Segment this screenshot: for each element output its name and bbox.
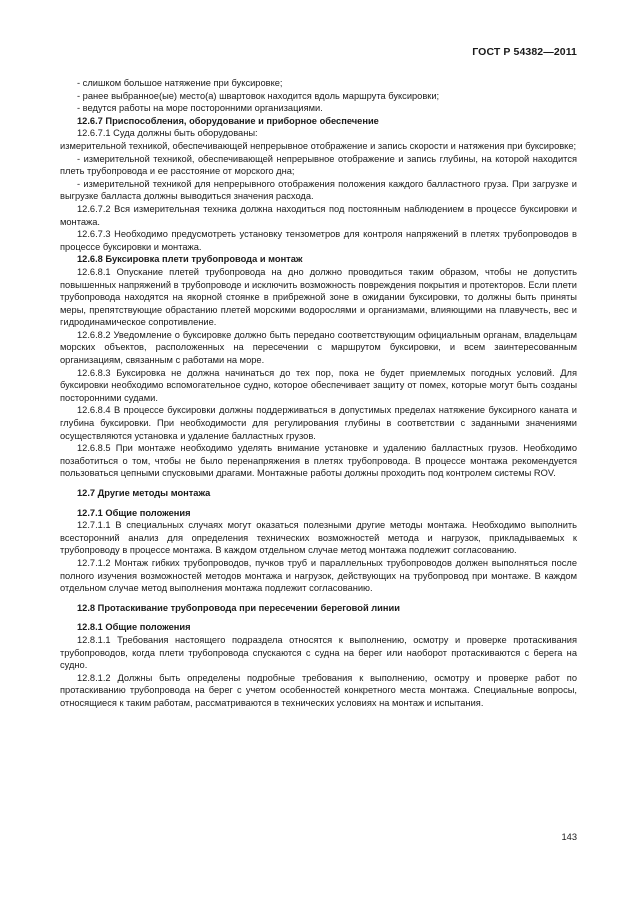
paragraph: 12.6.7.3 Необходимо предусмотреть установку тензометров для контроля напряжений в плетях трубопроводов в процессе буксировки и монтажа. — [60, 229, 577, 252]
section-heading-12-8: 12.8 Протаскивание трубопровода при пересечении береговой линии — [77, 602, 400, 613]
paragraph: 12.8.1.2 Должны быть определены подробные требования к выполнению, осмотру и проверке работ по протаскиванию трубопровода на берег с учетом особенностей конкретного места монтажа. Специальные вопросы, относящиеся к таким работам, рассматриваются в технических условиях на монтаж и испытания. — [60, 672, 577, 708]
paragraph-list-item: - ведутся работы на море посторонними организациями. — [77, 103, 323, 114]
paragraph: 12.7.1.1 В специальных случаях могут оказаться полезными другие методы монтажа. Необходимо выполнить всесторонний анализ для определения технических возможностей метода и нагрузок, прикладываемых к трубопроводу в процессе монтажа. В каждом отдельном случае метод монтажа подлежит согласованию. — [60, 520, 577, 556]
paragraph: 12.8.1.1 Требования настоящего подраздела относятся к выполнению, осмотру и проверке протаскивания трубопроводов, когда плети трубопровода спускаются с судна на берег или наоборот протаскиваются с берега на судно. — [60, 634, 577, 671]
paragraph: 12.6.7.1 Суда должны быть оборудованы: — [77, 128, 258, 139]
section-heading-12-8-1: 12.8.1 Общие положения — [77, 622, 191, 633]
paragraph: 12.6.8.3 Буксировка не должна начинаться до тех пор, пока не будет приемлемых погодных условий. Для буксировки необходимо вспомогательное судно, которое обеспечивает защиту от помех, которые могут быть созданы посторонними судами. — [60, 367, 577, 403]
paragraph: 12.6.8.2 Уведомление о буксировке должно быть передано соответствующим официальным органам, владельцам морских объектов, расположенных на пересечении с маршрутом буксировки, и всем заинтересованным организациям, связанным с работами на море. — [60, 329, 577, 366]
section-heading-12-7: 12.7 Другие методы монтажа — [77, 488, 211, 498]
document-body — [60, 77, 577, 710]
paragraph: 12.6.7.2 Вся измерительная техника должна находиться под постоянным наблюдением в процессе буксировки и монтажа. — [60, 203, 577, 227]
paragraph: 12.6.8.4 В процессе буксировки должны поддерживаться в допустимых пределах натяжение буксирного каната и глубина буксировки. При необходимости для регулирования глубины в соответствии с заданными значениями осуществляются установка и удаление балластных грузов. — [60, 405, 577, 441]
paragraph: 12.6.8.1 Опускание плетей трубопровода на дно должно проводиться таким образом, чтобы не допустить повышенных напряжений в трубопроводе и исключить возможность повреждения покрытия и протекторов. Если плети трубопровода находятся на якорной стоянке в прибрежной зоне в ожидании буксировки, то должны быть приняты меры, препятствующие обрастанию плетей морскими водорослями и организмами, влияющими на плавучесть, вес и гидродинамическое сопротивление. — [60, 266, 577, 328]
paragraph-list-item: - измерительной техникой, обеспечивающей непрерывное отображение и запись глубины, на которой находится плеть трубопровода и ее расстояние от морского дна; — [60, 153, 577, 177]
paragraph-list-item: - измерительной техникой для непрерывного отображения положения каждого балластного груза. При загрузке и выгрузке балласта должны выводиться значения расхода. — [60, 178, 577, 202]
section-heading-12-6-7: 12.6.7 Приспособления, оборудование и приборное обеспечение — [77, 115, 379, 126]
paragraph-list-item: - слишком большое натяжение при буксировке; — [77, 78, 283, 88]
paragraph: измерительной техникой, обеспечивающей непрерывное отображение и запись скорости и натяжения при буксировке; — [60, 140, 577, 151]
paragraph: 12.7.1.2 Монтаж гибких трубопроводов, пучков труб и параллельных трубопроводов должен выполняться после полного изучения возможностей методов монтажа и нагрузок, действующих на трубопровод при монтаже. В каждом отдельном случае метод выполнения монтажа подлежит согласованию. — [60, 557, 577, 594]
section-heading-12-7-1: 12.7.1 Общие положения — [77, 507, 191, 518]
document-standard-header: ГОСТ Р 54382—2011 — [472, 46, 577, 58]
page-number: 143 — [561, 832, 577, 842]
paragraph-list-item: - ранее выбранное(ые) место(а) швартовок находится вдоль маршрута буксировки; — [77, 90, 440, 101]
section-heading-12-6-8: 12.6.8 Буксировка плети трубопровода и монтаж — [77, 254, 303, 265]
paragraph: 12.6.8.5 При монтаже необходимо уделять внимание установке и удалению балластных грузов. Необходимо позаботиться о том, чтобы не было перенапряжения в плетях трубопровода. В процессе монтажа рекомендуется пользоваться цепными спусковыми драгами. Монтажные работы должны проходить под контролем системы ROV. — [60, 443, 577, 479]
